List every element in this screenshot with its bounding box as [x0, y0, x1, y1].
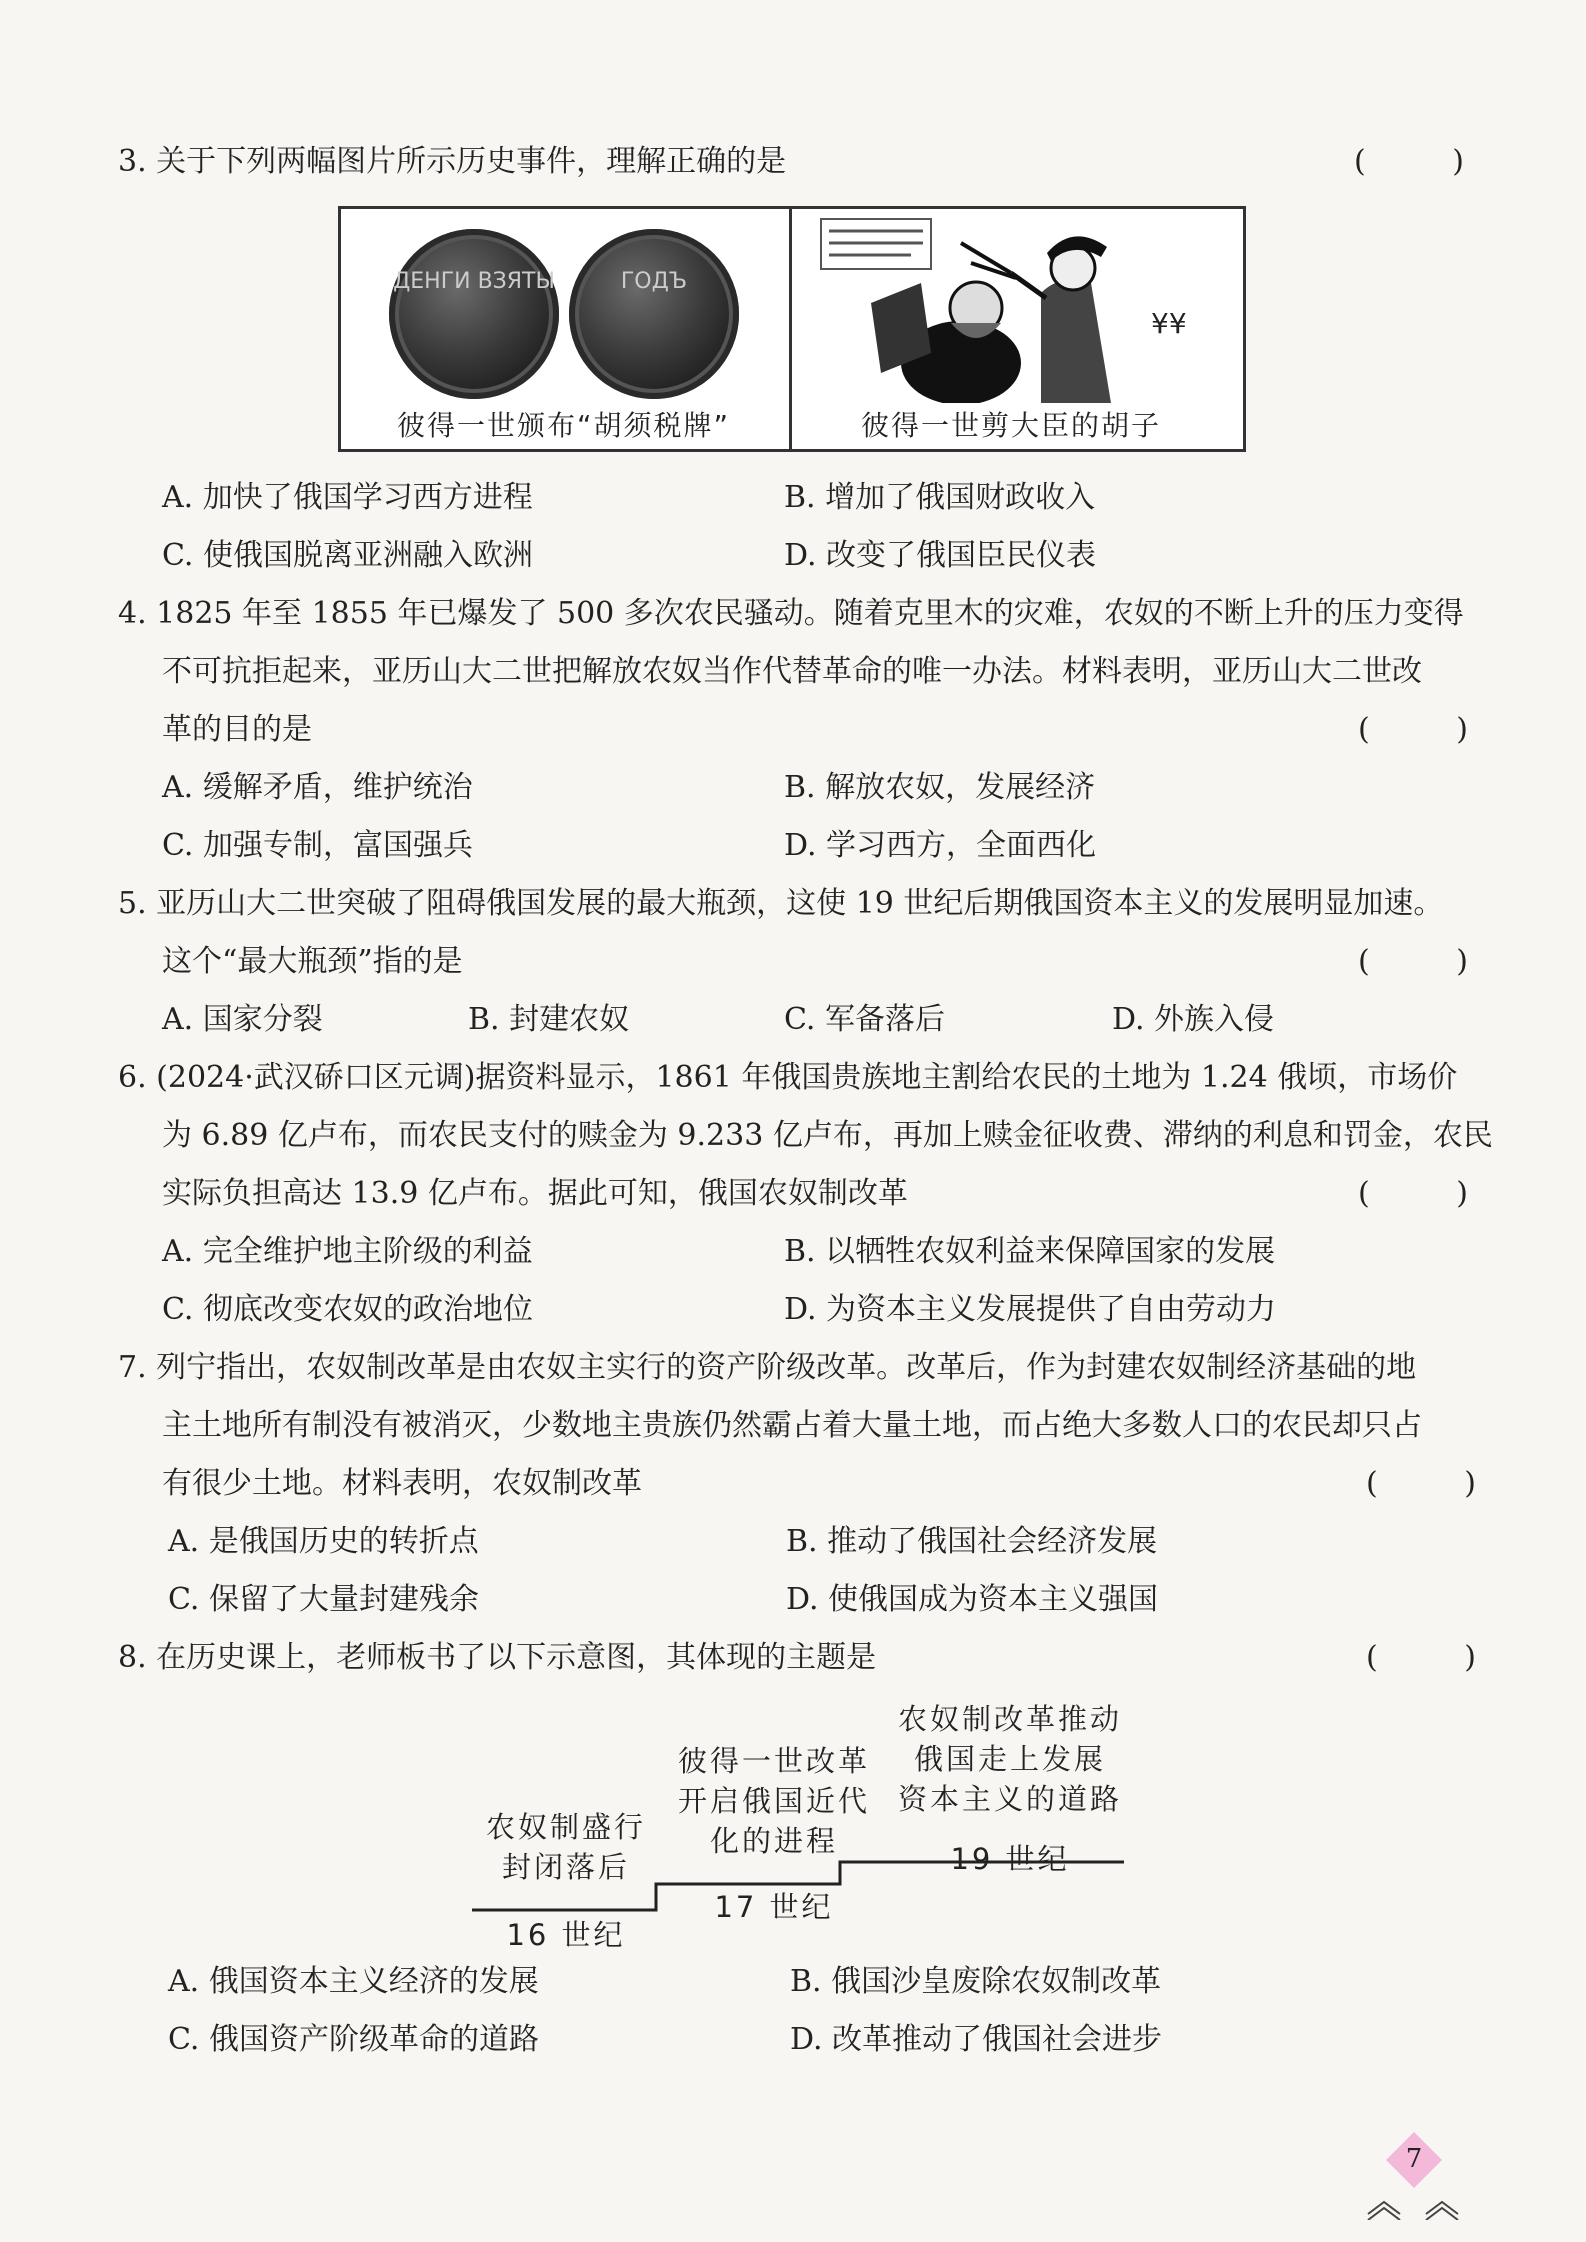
coin-front-image: ДЕНГИ ВЗЯТЫ — [389, 229, 559, 399]
q3-option-c[interactable]: C. 使俄国脱离亚洲融入欧洲 — [162, 538, 533, 573]
q7-option-b[interactable]: B. 推动了俄国社会经济发展 — [786, 1524, 1158, 1559]
q6-option-a[interactable]: A. 完全维护地主阶级的利益 — [162, 1234, 533, 1269]
q7-stem-line-2: 主土地所有制没有被消灭，少数地主贵族仍然霸占着大量土地，而占绝大多数人口的农民却只占 — [162, 1408, 1422, 1443]
q8-stem: 8. 在历史课上，老师板书了以下示意图，其体现的主题是 — [118, 1640, 877, 1675]
q5-option-c[interactable]: C. 军备落后 — [784, 1002, 945, 1037]
step3-line-2: 俄国走上发展 — [913, 1742, 1106, 1776]
q6-stem-line-2: 为 6.89 亿卢布，而农民支付的赎金为 9.233 亿卢布，再加上赎金征收费、滞纳的利息和罚金，农民 — [162, 1118, 1493, 1153]
q6-stem-line-1: 6. (2024·武汉硚口区元调)据资料显示，1861 年俄国贵族地主割给农民的土地为 1.24 俄顷，市场价 — [118, 1060, 1458, 1095]
fig-left-caption: 彼得一世颁布“胡须税牌” — [397, 409, 731, 442]
page-number-badge — [1384, 2130, 1444, 2190]
q6-option-b[interactable]: B. 以牺牲农奴利益来保障国家的发展 — [784, 1234, 1276, 1269]
beard-cutting-image — [811, 213, 1231, 403]
step1-line-2: 封闭落后 — [501, 1850, 630, 1884]
q6-answer-parens[interactable]: ( ) — [1358, 1176, 1468, 1211]
q7-stem-line-3: 有很少土地。材料表明，农奴制改革 — [162, 1466, 642, 1501]
q7-answer-parens[interactable]: ( ) — [1366, 1466, 1476, 1501]
step2-century: 17 世纪 — [714, 1890, 834, 1924]
q3-figure — [338, 206, 1246, 452]
step1-line-1: 农奴制盛行 — [485, 1810, 646, 1844]
q8-answer-parens[interactable]: ( ) — [1366, 1640, 1476, 1675]
step3-century: 19 世纪 — [950, 1842, 1070, 1876]
double-chevron-decoration-icon — [1364, 2192, 1464, 2220]
q3-option-a[interactable]: A. 加快了俄国学习西方进程 — [162, 480, 533, 515]
q5-answer-parens[interactable]: ( ) — [1358, 944, 1468, 979]
q8-option-c[interactable]: C. 俄国资产阶级革命的道路 — [168, 2022, 539, 2057]
step3-line-3: 资本主义的道路 — [897, 1782, 1122, 1816]
q7-option-a[interactable]: A. 是俄国历史的转折点 — [168, 1524, 479, 1559]
step1-century: 16 世纪 — [506, 1918, 626, 1952]
q4-option-c[interactable]: C. 加强专制，富国强兵 — [162, 828, 473, 863]
q5-stem-line-2: 这个“最大瓶颈”指的是 — [162, 944, 463, 979]
q4-option-d[interactable]: D. 学习西方，全面西化 — [784, 828, 1097, 863]
q5-stem-line-1: 5. 亚历山大二世突破了阻碍俄国发展的最大瓶颈，这使 19 世纪后期俄国资本主义的发展明显加速。 — [118, 886, 1444, 921]
step2-line-2: 开启俄国近代 — [677, 1784, 870, 1818]
q3-answer-parens[interactable]: ( ) — [1354, 144, 1464, 179]
figure-divider — [789, 209, 792, 449]
q7-option-d[interactable]: D. 使俄国成为资本主义强国 — [786, 1582, 1159, 1617]
q3-option-d[interactable]: D. 改变了俄国臣民仪表 — [784, 538, 1097, 573]
q4-stem-line-1: 4. 1825 年至 1855 年已爆发了 500 多次农民骚动。随着克里木的灾难，农奴的不断上升的压力变得 — [118, 596, 1464, 631]
step2-line-3: 化的进程 — [709, 1824, 838, 1858]
svg-text:¥¥: ¥¥ — [1151, 307, 1187, 340]
q8-option-a[interactable]: A. 俄国资本主义经济的发展 — [168, 1964, 539, 1999]
q8-option-d[interactable]: D. 改革推动了俄国社会进步 — [790, 2022, 1163, 2057]
step3-line-1: 农奴制改革推动 — [897, 1702, 1122, 1736]
q4-answer-parens[interactable]: ( ) — [1358, 712, 1468, 747]
q6-option-d[interactable]: D. 为资本主义发展提供了自由劳动力 — [784, 1292, 1277, 1327]
q5-option-b[interactable]: B. 封建农奴 — [468, 1002, 630, 1037]
q5-option-d[interactable]: D. 外族入侵 — [1112, 1002, 1275, 1037]
step2-line-1: 彼得一世改革 — [677, 1744, 870, 1778]
q4-option-b[interactable]: B. 解放农奴，发展经济 — [784, 770, 1096, 805]
q7-stem-line-1: 7. 列宁指出，农奴制改革是由农奴主实行的资产阶级改革。改革后，作为封建农奴制经济基础的地 — [118, 1350, 1417, 1385]
q3-option-b[interactable]: B. 增加了俄国财政收入 — [784, 480, 1096, 515]
q5-option-a[interactable]: A. 国家分裂 — [162, 1002, 323, 1037]
q4-stem-line-3: 革的目的是 — [162, 712, 312, 747]
q7-option-c[interactable]: C. 保留了大量封建残余 — [168, 1582, 479, 1617]
q6-stem-line-3: 实际负担高达 13.9 亿卢布。据此可知，俄国农奴制改革 — [162, 1176, 908, 1211]
q3-stem: 3. 关于下列两幅图片所示历史事件，理解正确的是 — [118, 144, 787, 179]
q6-option-c[interactable]: C. 彻底改变农奴的政治地位 — [162, 1292, 533, 1327]
q4-option-a[interactable]: A. 缓解矛盾，维护统治 — [162, 770, 473, 805]
page-number: 7 — [1405, 2144, 1423, 2174]
fig-right-caption: 彼得一世剪大臣的胡子 — [861, 409, 1162, 442]
q4-stem-line-2: 不可抗拒起来，亚历山大二世把解放农奴当作代替革命的唯一办法。材料表明，亚历山大二世改 — [162, 654, 1422, 689]
q8-option-b[interactable]: B. 俄国沙皇废除农奴制改革 — [790, 1964, 1162, 1999]
coin-back-image: ГОДЪ — [569, 229, 739, 399]
